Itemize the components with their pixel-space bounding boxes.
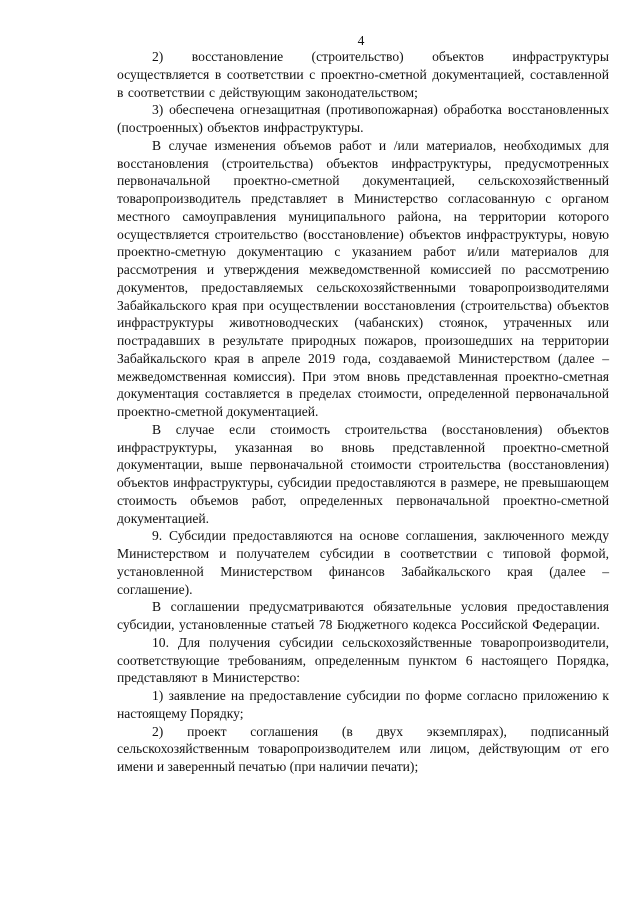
page-number: 4 [357, 33, 365, 48]
paragraph-item-2: 2) восстановление (строительство) объектов инфраструктуры осуществляется в соответствии с проектно-сметной документацией, составленной в соответствии с действующим законодательством; [117, 49, 609, 100]
document-body [117, 48, 609, 776]
paragraph-sub-1: 1) заявление на предоставление субсидии по форме согласно приложению к настоящему Порядку; [117, 688, 609, 721]
paragraph-agreement-conditions: В соглашении предусматриваются обязательные условия предоставления субсидии, установленные статьей 78 Бюджетного кодекса Российской Федерации. [117, 599, 609, 632]
paragraph-item-3: 3) обеспечена огнезащитная (противопожарная) обработка восстановленных (построенных) объектов инфраструктуры. [117, 102, 609, 135]
paragraph-clause-9: 9. Субсидии предоставляются на основе соглашения, заключенного между Министерством и получателем субсидии в соответствии с типовой формой, установленной Министерством финансов Забайкальского края (далее – соглашение). [117, 528, 609, 597]
paragraph-cost-exceeds: В случае если стоимость строительства (восстановления) объектов инфраструктуры, указанная во вновь представленной проектно-сметной документации, выше первоначальной стоимости строительства (восстановления) объектов инфраструктуры, субсидии предоставляются в размере, не превышающем стоимость объемов работ, определенных первоначальной проектно-сметной документацией. [117, 421, 609, 526]
paragraph-sub-2: 2) проект соглашения (в двух экземплярах), подписанный сельскохозяйственным товаропроизводителем или лицом, действующим от его имени и заверенный печатью (при наличии печати); [117, 723, 609, 774]
paragraph-clause-10: 10. Для получения субсидии сельскохозяйственные товаропроизводители, соответствующие требованиям, определенным пунктом 6 настоящего Порядка, представляют в Министерство: [117, 634, 609, 686]
paragraph-volume-changes: В случае изменения объемов работ и /или материалов, необходимых для восстановления (строительства) объектов инфраструктуры, предусмотренных первоначальной проектно-сметной документацией, сельскохозяйственный товаропроизводитель представляет в Министерство согласованную с органом местного самоуправления муниципального района, на территории которого осуществляется строительство (восстановление) объектов инфраструктуры, новую проектно-сметную документацию с указанием работ и/или материалов для рассмотрения и утверждения межведомственной комиссией по рассмотрению документов, предоставляемых сельскохозяйственными товаропроизводителями Забайкальского края при осуществлении восстановления (строительства) объектов инфраструктуры животноводческих (чабанских) стоянок, утраченных или пострадавших в результате природных пожаров, произошедших на территории Забайкальского края в апреле 2019 года, создаваемой Министерством (далее – межведомственная комиссия). При этом вновь представленная проектно-сметная документация составляется в пределах стоимости, определенной первоначальной проектно-сметной документацией. [117, 137, 609, 419]
